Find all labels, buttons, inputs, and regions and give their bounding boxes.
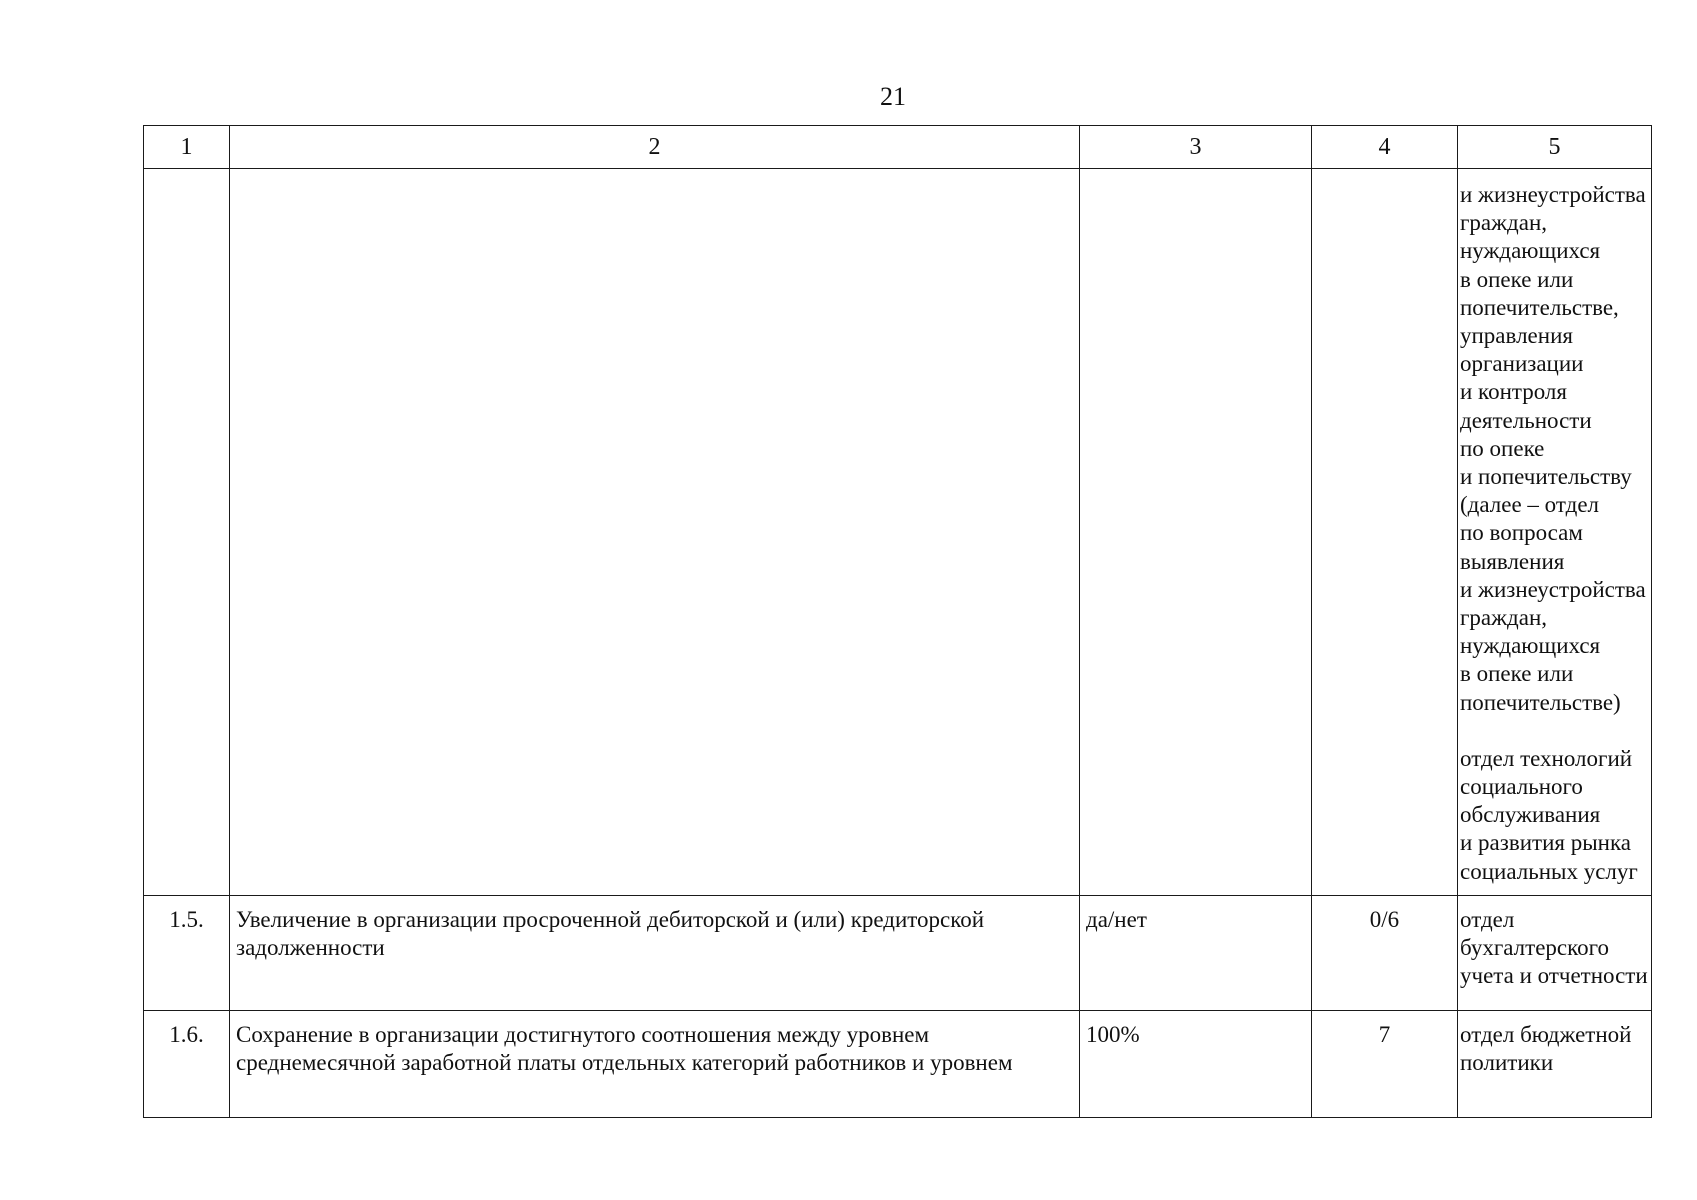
cell-responsible: отдел бюджетной политики: [1458, 1011, 1652, 1118]
header-col-4: 4: [1312, 126, 1458, 169]
table-row-continuation: [144, 169, 1652, 896]
responsible-text-1: и жизнеустройства граждан, нуждающихся в опеке или попечительстве, управления организации и контроля деятельности по опеке и попечительству (далее – отдел по вопросам выявления и жизнеустройства граждан, нуждающихся в опеке или попечительстве): [1460, 182, 1646, 715]
indicators-table: [143, 125, 1652, 1118]
cell-indicator: [230, 169, 1080, 896]
page-number: 21: [880, 82, 906, 111]
cell-num: 1.6.: [144, 1011, 230, 1118]
table-row: [144, 896, 1652, 1011]
cell-unit: 100%: [1080, 1011, 1312, 1118]
cell-indicator: Сохранение в организации достигнутого соотношения между уровнем среднемесячной заработной платы отдельных категорий работников и уровнем: [230, 1011, 1080, 1118]
header-col-1: 1: [144, 126, 230, 169]
cell-points: [1312, 169, 1458, 896]
header-col-2: 2: [230, 126, 1080, 169]
table-row: [144, 1011, 1652, 1118]
spacer: [1460, 717, 1651, 745]
cell-num: [144, 169, 230, 896]
cell-responsible: отдел бухгалтерского учета и отчетности: [1458, 896, 1652, 1011]
cell-responsible: [1458, 169, 1652, 896]
cell-num: 1.5.: [144, 896, 230, 1011]
cell-points: 7: [1312, 1011, 1458, 1118]
responsible-text-2: отдел технологий социального обслуживания и развития рынка социальных услуг: [1460, 745, 1638, 884]
header-col-3: 3: [1080, 126, 1312, 169]
cell-unit: [1080, 169, 1312, 896]
cell-unit: да/нет: [1080, 896, 1312, 1011]
table-header-row: [144, 126, 1652, 169]
header-col-5: 5: [1458, 126, 1652, 169]
cell-points: 0/6: [1312, 896, 1458, 1011]
cell-indicator: Увеличение в организации просроченной дебиторской и (или) кредиторской задолженности: [230, 896, 1080, 1011]
